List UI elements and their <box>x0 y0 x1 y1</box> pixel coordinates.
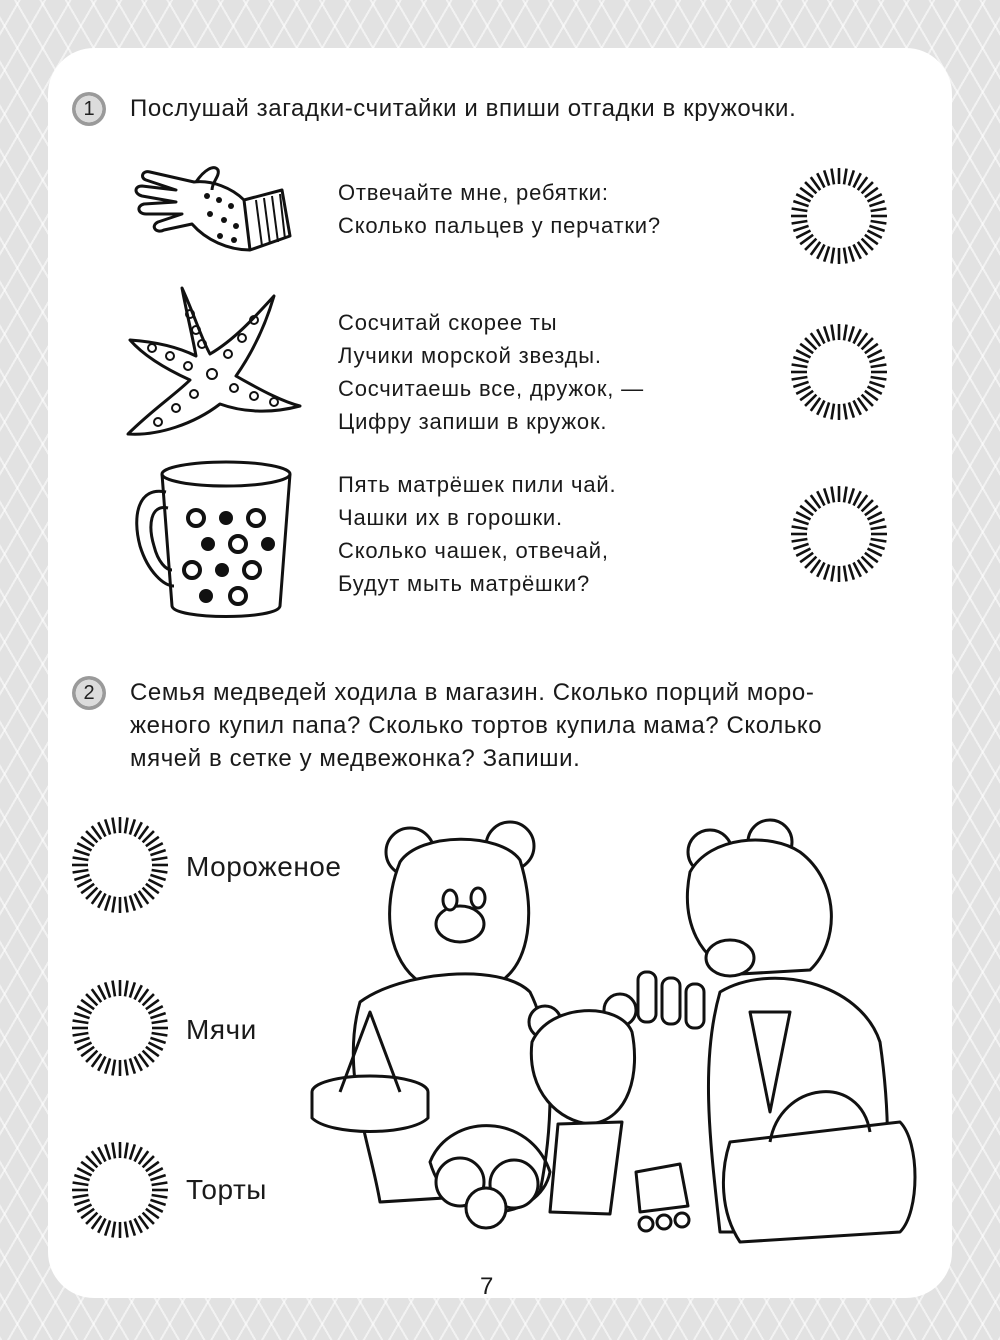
sun-ray <box>831 169 834 185</box>
sun-ray <box>849 246 854 261</box>
sun-ray <box>152 1195 168 1198</box>
riddle-line: Пять матрёшек пили чай. <box>338 472 617 497</box>
sun-ray <box>73 870 89 873</box>
instruction-line: женого купил папа? Сколько тортов купила мама? Сколько <box>130 712 823 739</box>
answer-circle-mug[interactable] <box>789 484 889 584</box>
page-number: 7 <box>480 1273 494 1300</box>
sun-ray <box>112 981 115 997</box>
sun-ray <box>105 895 110 910</box>
sun-ray <box>73 1033 89 1036</box>
riddle-line: Чашки их в горошки. <box>338 505 563 530</box>
sun-ray <box>130 819 135 834</box>
sun-ray <box>844 404 847 420</box>
sun-ray <box>125 818 128 834</box>
sun-ray <box>125 1060 128 1076</box>
sun-ray <box>793 382 808 387</box>
sun-ray <box>73 857 89 860</box>
sun-ray <box>824 402 829 417</box>
sun-ray <box>152 1020 168 1023</box>
sun-ray <box>869 382 884 387</box>
starfish-icon <box>124 284 304 440</box>
label-cakes: Торты <box>186 1174 267 1205</box>
sun-ray <box>869 201 884 206</box>
sun-ray <box>74 1200 89 1205</box>
sun-ray <box>792 221 808 224</box>
sun-ray <box>793 519 808 524</box>
riddle-line: Цифру запиши в кружок. <box>338 409 608 434</box>
sun-ray <box>849 326 854 341</box>
glove-icon <box>132 160 292 260</box>
sun-ray <box>105 819 110 834</box>
sun-ray <box>150 1175 165 1180</box>
sun-ray <box>150 875 165 880</box>
sun-ray <box>831 566 834 582</box>
sun-ray <box>152 870 168 873</box>
sun-ray <box>844 566 847 582</box>
sun-ray <box>152 1182 168 1185</box>
sun-ray <box>105 1144 110 1159</box>
sun-ray <box>871 364 887 367</box>
sun-ray <box>793 544 808 549</box>
riddle-starfish <box>338 306 644 438</box>
sun-ray <box>844 169 847 185</box>
sun-ray <box>152 857 168 860</box>
sun-ray <box>871 221 887 224</box>
sun-ray <box>130 982 135 997</box>
task-2-instruction <box>130 676 930 775</box>
sun-ray <box>125 981 128 997</box>
sun-ray <box>105 1220 110 1235</box>
sun-ray <box>831 248 834 264</box>
sun-ray <box>871 539 887 542</box>
sun-ray <box>130 895 135 910</box>
sun-ray <box>824 564 829 579</box>
sun-ray <box>831 325 834 341</box>
sun-ray <box>824 488 829 503</box>
instruction-line: Семья медведей ходила в магазин. Сколько порций моро- <box>130 679 815 706</box>
riddle-line: Лучики морской звезды. <box>338 343 602 368</box>
task-2-number-badge: 2 <box>72 676 106 710</box>
sun-ray <box>73 1182 89 1185</box>
mug-icon <box>134 456 294 624</box>
sun-ray <box>849 564 854 579</box>
answer-circle-cakes[interactable] <box>70 1140 170 1240</box>
sun-ray <box>105 1058 110 1073</box>
sun-ray <box>849 488 854 503</box>
sun-ray <box>112 818 115 834</box>
sun-ray <box>844 248 847 264</box>
sun-ray <box>150 1013 165 1018</box>
riddle-mug <box>338 468 616 600</box>
sun-ray <box>150 850 165 855</box>
task-1-instruction: Послушай загадки-считайки и впиши отгадки в кружочки. <box>130 95 797 122</box>
sun-ray <box>125 1222 128 1238</box>
sun-ray <box>831 404 834 420</box>
riddle-line: Сколько чашек, отвечай, <box>338 538 609 563</box>
sun-ray <box>74 1175 89 1180</box>
sun-ray <box>130 1220 135 1235</box>
sun-ray <box>793 357 808 362</box>
sun-ray <box>844 325 847 341</box>
sun-ray <box>150 1038 165 1043</box>
sun-ray <box>792 539 808 542</box>
sun-ray <box>150 1200 165 1205</box>
sun-ray <box>73 1020 89 1023</box>
sun-ray <box>152 1033 168 1036</box>
riddle-line: Отвечайте мне, ребятки: <box>338 180 609 205</box>
sun-ray <box>869 357 884 362</box>
sun-ray <box>130 1058 135 1073</box>
label-icecream: Мороженое <box>186 851 342 882</box>
sun-ray <box>869 226 884 231</box>
sun-ray <box>74 875 89 880</box>
sun-ray <box>105 982 110 997</box>
sun-ray <box>849 170 854 185</box>
sun-ray <box>74 1013 89 1018</box>
sun-ray <box>824 326 829 341</box>
sun-ray <box>824 246 829 261</box>
sun-ray <box>792 526 808 529</box>
instruction-line: мячей в сетке у медвежонка? Запиши. <box>130 745 581 772</box>
riddle-glove <box>338 176 661 242</box>
sun-ray <box>849 402 854 417</box>
sun-ray <box>73 1195 89 1198</box>
riddle-line: Сосчитаешь все, дружок, — <box>338 376 644 401</box>
sun-ray <box>871 377 887 380</box>
sun-ray <box>831 487 834 503</box>
answer-circle-icecream[interactable] <box>70 815 170 915</box>
sun-ray <box>112 1060 115 1076</box>
sun-ray <box>112 897 115 913</box>
bear-family-icon <box>300 812 920 1252</box>
sun-ray <box>793 226 808 231</box>
riddle-line: Будут мыть матрёшки? <box>338 571 591 596</box>
sun-ray <box>871 526 887 529</box>
sun-ray <box>130 1144 135 1159</box>
sun-ray <box>793 201 808 206</box>
sun-ray <box>125 897 128 913</box>
sun-ray <box>792 208 808 211</box>
sun-ray <box>869 544 884 549</box>
sun-ray <box>792 377 808 380</box>
answer-circle-glove[interactable] <box>789 166 889 266</box>
sun-ray <box>869 519 884 524</box>
sun-ray <box>844 487 847 503</box>
riddle-line: Сколько пальцев у перчатки? <box>338 213 661 238</box>
task-1-number-badge: 1 <box>72 92 106 126</box>
riddle-line: Сосчитай скорее ты <box>338 310 558 335</box>
sun-ray <box>112 1143 115 1159</box>
sun-ray <box>112 1222 115 1238</box>
sun-ray <box>125 1143 128 1159</box>
sun-ray <box>74 850 89 855</box>
sun-ray <box>824 170 829 185</box>
sun-ray <box>871 208 887 211</box>
label-balls: Мячи <box>186 1014 257 1045</box>
sun-ray <box>792 364 808 367</box>
answer-circle-balls[interactable] <box>70 978 170 1078</box>
sun-ray <box>74 1038 89 1043</box>
answer-circle-starfish[interactable] <box>789 322 889 422</box>
